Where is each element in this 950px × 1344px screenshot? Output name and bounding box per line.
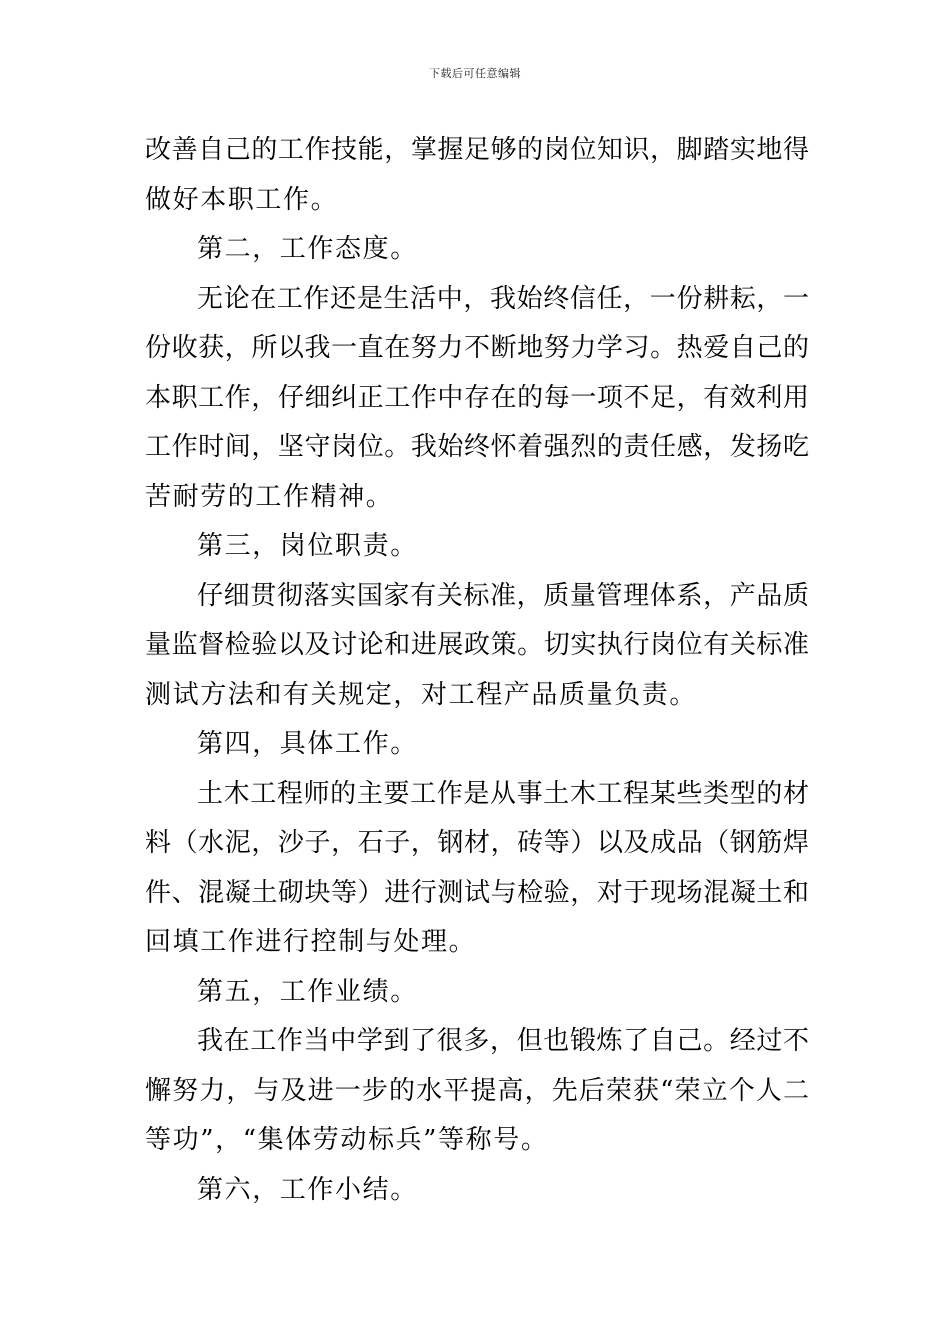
text-line: 测试方法和有关规定，对工程产品质量负责。: [145, 679, 698, 710]
text-line: 第五，工作业绩。: [197, 976, 418, 1007]
text-line: 改善自己的工作技能，掌握足够的岗位知识，脚踏实地得: [145, 135, 809, 165]
text-line: 仔细贯彻落实国家有关标准，质量管理体系，产品质: [197, 580, 809, 611]
text-line: 第二，工作态度。: [197, 234, 418, 264]
text-line: 本职工作，仔细纠正工作中存在的每一项不足，有效利用: [145, 382, 809, 413]
text-line: 第三，岗位职责。: [197, 531, 418, 561]
body-text: [145, 126, 809, 1215]
text-line: 料（水泥，沙子，石子，钢材，砖等）以及成品（钢筋焊: [145, 828, 809, 858]
text-line: 做好本职工作。: [145, 184, 339, 215]
text-line: 回填工作进行控制与处理。: [145, 927, 477, 957]
text-line: 等功”，“集体劳动标兵”等称号。: [145, 1125, 549, 1155]
text-line: 第六，工作小结。: [197, 1174, 418, 1205]
text-line: 土木工程师的主要工作是从事土木工程某些类型的材: [197, 778, 809, 809]
text-line: 第四，具体工作。: [197, 729, 418, 759]
page-header-note: 下载后可任意编辑: [429, 67, 521, 80]
text-line: 份收获，所以我一直在努力不断地努力学习。热爱自己的: [145, 333, 809, 363]
text-line: 工作时间，坚守岗位。我始终怀着强烈的责任感，发扬吃: [145, 432, 809, 462]
text-line: 无论在工作还是生活中，我始终信任，一份耕耘，一: [197, 283, 809, 314]
text-line: 件、混凝土砌块等）进行测试与检验，对于现场混凝土和: [145, 877, 809, 908]
text-line: 苦耐劳的工作精神。: [145, 481, 394, 512]
text-line: 量监督检验以及讨论和进展政策。切实执行岗位有关标准: [145, 630, 809, 660]
text-line: 懈努力，与及进一步的水平提高，先后荣获“荣立个人二: [145, 1075, 809, 1106]
text-line: 我在工作当中学到了很多，但也锻炼了自己。经过不: [197, 1026, 809, 1056]
